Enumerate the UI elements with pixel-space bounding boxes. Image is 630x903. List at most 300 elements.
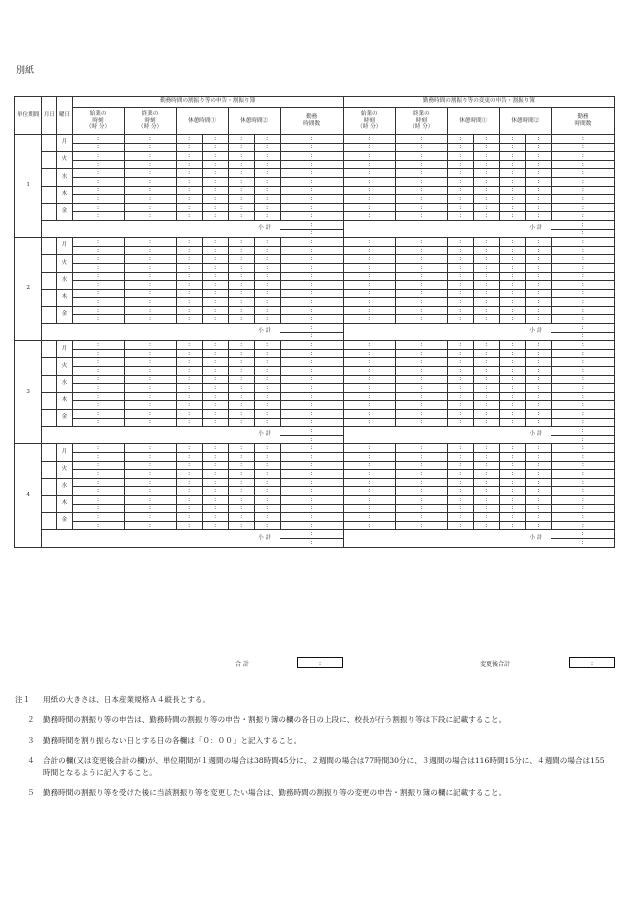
time-entry-cell[interactable]: : <box>202 255 228 264</box>
time-entry-cell[interactable]: : <box>525 246 551 255</box>
time-entry-cell[interactable]: : <box>280 392 343 401</box>
time-entry-cell[interactable]: : <box>254 246 280 255</box>
time-entry-cell[interactable]: : <box>280 263 343 272</box>
time-entry-cell[interactable]: : <box>395 384 447 393</box>
time-entry-cell[interactable]: : <box>72 461 124 470</box>
time-entry-cell[interactable]: : <box>124 375 176 384</box>
time-entry-cell[interactable]: : <box>254 384 280 393</box>
time-entry-cell[interactable]: : <box>499 392 525 401</box>
time-entry-cell[interactable]: : <box>124 255 176 264</box>
time-entry-cell[interactable]: : <box>525 195 551 204</box>
time-entry-cell[interactable]: : <box>343 349 395 358</box>
time-entry-cell[interactable]: : <box>473 470 499 479</box>
time-entry-cell[interactable]: : <box>525 495 551 504</box>
time-entry-cell[interactable]: : <box>254 487 280 496</box>
time-entry-cell[interactable]: : <box>280 513 343 522</box>
time-entry-cell[interactable]: : <box>254 478 280 487</box>
time-entry-cell[interactable]: : <box>343 177 395 186</box>
time-entry-cell[interactable]: : <box>395 281 447 290</box>
time-entry-cell[interactable]: : <box>176 143 202 152</box>
time-entry-cell[interactable]: : <box>499 375 525 384</box>
time-entry-cell[interactable]: : <box>228 289 254 298</box>
time-entry-cell[interactable]: : <box>72 255 124 264</box>
month-day-cell[interactable] <box>42 341 57 358</box>
time-entry-cell[interactable]: : <box>473 263 499 272</box>
time-entry-cell[interactable]: : <box>124 401 176 410</box>
time-entry-cell[interactable]: : <box>72 143 124 152</box>
time-entry-cell[interactable]: : <box>202 513 228 522</box>
time-entry-cell[interactable]: : <box>280 367 343 376</box>
time-entry-cell[interactable]: : <box>395 143 447 152</box>
time-entry-cell[interactable]: : <box>525 238 551 247</box>
time-entry-cell[interactable]: : <box>525 298 551 307</box>
time-entry-cell[interactable]: : <box>228 263 254 272</box>
time-entry-cell[interactable]: : <box>202 246 228 255</box>
time-entry-cell[interactable]: : <box>176 255 202 264</box>
time-entry-cell[interactable]: : <box>551 169 614 178</box>
time-entry-cell[interactable]: : <box>280 281 343 290</box>
time-entry-cell[interactable]: : <box>343 135 395 144</box>
time-entry-cell[interactable]: : <box>525 160 551 169</box>
time-entry-cell[interactable]: : <box>499 195 525 204</box>
time-entry-cell[interactable]: : <box>343 487 395 496</box>
time-entry-cell[interactable]: : <box>124 315 176 324</box>
time-entry-cell[interactable]: : <box>176 272 202 281</box>
time-entry-cell[interactable]: : <box>551 401 614 410</box>
time-entry-cell[interactable]: : <box>202 444 228 453</box>
time-entry-cell[interactable]: : <box>202 203 228 212</box>
time-entry-cell[interactable]: : <box>124 195 176 204</box>
time-entry-cell[interactable]: : <box>499 238 525 247</box>
time-entry-cell[interactable]: : <box>72 478 124 487</box>
time-entry-cell[interactable]: : <box>72 169 124 178</box>
time-entry-cell[interactable]: : <box>343 169 395 178</box>
time-entry-cell[interactable]: : <box>499 212 525 221</box>
time-entry-cell[interactable]: : <box>473 461 499 470</box>
changed-subtotal-value-cell[interactable]: : <box>551 324 614 333</box>
time-entry-cell[interactable]: : <box>499 478 525 487</box>
time-entry-cell[interactable]: : <box>228 401 254 410</box>
time-entry-cell[interactable]: : <box>499 298 525 307</box>
time-entry-cell[interactable]: : <box>254 289 280 298</box>
time-entry-cell[interactable]: : <box>254 195 280 204</box>
time-entry-cell[interactable]: : <box>551 418 614 427</box>
time-entry-cell[interactable]: : <box>202 281 228 290</box>
time-entry-cell[interactable]: : <box>280 186 343 195</box>
time-entry-cell[interactable]: : <box>280 203 343 212</box>
time-entry-cell[interactable]: : <box>551 315 614 324</box>
subtotal-value-cell[interactable]: : <box>280 530 343 539</box>
time-entry-cell[interactable]: : <box>280 349 343 358</box>
time-entry-cell[interactable]: : <box>395 212 447 221</box>
time-entry-cell[interactable]: : <box>176 315 202 324</box>
time-entry-cell[interactable]: : <box>280 478 343 487</box>
time-entry-cell[interactable]: : <box>447 203 473 212</box>
subtotal-value-cell[interactable]: : <box>280 220 343 229</box>
time-entry-cell[interactable]: : <box>124 272 176 281</box>
time-entry-cell[interactable]: : <box>551 306 614 315</box>
time-entry-cell[interactable]: : <box>447 504 473 513</box>
time-entry-cell[interactable]: : <box>473 246 499 255</box>
time-entry-cell[interactable]: : <box>280 160 343 169</box>
time-entry-cell[interactable]: : <box>525 384 551 393</box>
time-entry-cell[interactable]: : <box>72 418 124 427</box>
time-entry-cell[interactable]: : <box>72 315 124 324</box>
time-entry-cell[interactable]: : <box>72 135 124 144</box>
month-day-cell[interactable] <box>42 186 57 203</box>
time-entry-cell[interactable]: : <box>176 263 202 272</box>
time-entry-cell[interactable]: : <box>254 367 280 376</box>
time-entry-cell[interactable]: : <box>72 504 124 513</box>
time-entry-cell[interactable]: : <box>525 349 551 358</box>
month-day-cell[interactable] <box>42 495 57 512</box>
time-entry-cell[interactable]: : <box>447 315 473 324</box>
time-entry-cell[interactable]: : <box>473 392 499 401</box>
time-entry-cell[interactable]: : <box>499 487 525 496</box>
time-entry-cell[interactable]: : <box>473 487 499 496</box>
time-entry-cell[interactable]: : <box>72 160 124 169</box>
time-entry-cell[interactable]: : <box>473 177 499 186</box>
time-entry-cell[interactable]: : <box>254 306 280 315</box>
time-entry-cell[interactable]: : <box>473 203 499 212</box>
time-entry-cell[interactable]: : <box>447 246 473 255</box>
time-entry-cell[interactable]: : <box>473 289 499 298</box>
time-entry-cell[interactable]: : <box>228 461 254 470</box>
time-entry-cell[interactable]: : <box>280 401 343 410</box>
time-entry-cell[interactable]: : <box>228 315 254 324</box>
time-entry-cell[interactable]: : <box>254 281 280 290</box>
time-entry-cell[interactable]: : <box>202 160 228 169</box>
time-entry-cell[interactable]: : <box>254 212 280 221</box>
time-entry-cell[interactable]: : <box>124 306 176 315</box>
time-entry-cell[interactable]: : <box>202 306 228 315</box>
time-entry-cell[interactable]: : <box>525 315 551 324</box>
time-entry-cell[interactable]: : <box>202 418 228 427</box>
time-entry-cell[interactable]: : <box>124 444 176 453</box>
time-entry-cell[interactable]: : <box>551 452 614 461</box>
month-day-cell[interactable] <box>42 478 57 495</box>
time-entry-cell[interactable]: : <box>254 358 280 367</box>
time-entry-cell[interactable]: : <box>447 487 473 496</box>
time-entry-cell[interactable]: : <box>551 504 614 513</box>
time-entry-cell[interactable]: : <box>254 315 280 324</box>
time-entry-cell[interactable]: : <box>72 367 124 376</box>
time-entry-cell[interactable]: : <box>228 375 254 384</box>
time-entry-cell[interactable]: : <box>124 152 176 161</box>
time-entry-cell[interactable]: : <box>176 298 202 307</box>
time-entry-cell[interactable]: : <box>473 160 499 169</box>
time-entry-cell[interactable]: : <box>395 401 447 410</box>
time-entry-cell[interactable]: : <box>202 478 228 487</box>
time-entry-cell[interactable]: : <box>254 341 280 350</box>
time-entry-cell[interactable]: : <box>228 238 254 247</box>
time-entry-cell[interactable]: : <box>202 470 228 479</box>
time-entry-cell[interactable]: : <box>280 246 343 255</box>
time-entry-cell[interactable]: : <box>176 177 202 186</box>
time-entry-cell[interactable]: : <box>499 367 525 376</box>
time-entry-cell[interactable]: : <box>176 418 202 427</box>
time-entry-cell[interactable]: : <box>499 470 525 479</box>
time-entry-cell[interactable]: : <box>473 367 499 376</box>
time-entry-cell[interactable]: : <box>447 410 473 419</box>
time-entry-cell[interactable]: : <box>124 513 176 522</box>
time-entry-cell[interactable]: : <box>499 401 525 410</box>
time-entry-cell[interactable]: : <box>280 452 343 461</box>
month-day-cell[interactable] <box>42 135 57 152</box>
time-entry-cell[interactable]: : <box>473 478 499 487</box>
time-entry-cell[interactable]: : <box>72 212 124 221</box>
subtotal-value-cell[interactable]: : <box>280 427 343 436</box>
time-entry-cell[interactable]: : <box>72 298 124 307</box>
time-entry-cell[interactable]: : <box>202 452 228 461</box>
time-entry-cell[interactable]: : <box>202 177 228 186</box>
time-entry-cell[interactable]: : <box>72 470 124 479</box>
time-entry-cell[interactable]: : <box>228 444 254 453</box>
time-entry-cell[interactable]: : <box>551 186 614 195</box>
time-entry-cell[interactable]: : <box>72 513 124 522</box>
time-entry-cell[interactable]: : <box>525 444 551 453</box>
time-entry-cell[interactable]: : <box>280 418 343 427</box>
time-entry-cell[interactable]: : <box>280 255 343 264</box>
time-entry-cell[interactable]: : <box>395 392 447 401</box>
time-entry-cell[interactable]: : <box>124 470 176 479</box>
time-entry-cell[interactable]: : <box>202 521 228 530</box>
time-entry-cell[interactable]: : <box>72 263 124 272</box>
time-entry-cell[interactable]: : <box>447 452 473 461</box>
time-entry-cell[interactable]: : <box>395 246 447 255</box>
time-entry-cell[interactable]: : <box>473 401 499 410</box>
time-entry-cell[interactable]: : <box>499 315 525 324</box>
time-entry-cell[interactable]: : <box>473 212 499 221</box>
time-entry-cell[interactable]: : <box>176 513 202 522</box>
time-entry-cell[interactable]: : <box>176 349 202 358</box>
time-entry-cell[interactable]: : <box>343 410 395 419</box>
time-entry-cell[interactable]: : <box>280 487 343 496</box>
time-entry-cell[interactable]: : <box>395 272 447 281</box>
time-entry-cell[interactable]: : <box>124 289 176 298</box>
time-entry-cell[interactable]: : <box>525 504 551 513</box>
time-entry-cell[interactable]: : <box>280 212 343 221</box>
time-entry-cell[interactable]: : <box>228 341 254 350</box>
time-entry-cell[interactable]: : <box>343 263 395 272</box>
time-entry-cell[interactable]: : <box>395 444 447 453</box>
time-entry-cell[interactable]: : <box>551 263 614 272</box>
time-entry-cell[interactable]: : <box>202 238 228 247</box>
time-entry-cell[interactable]: : <box>72 281 124 290</box>
time-entry-cell[interactable]: : <box>202 169 228 178</box>
time-entry-cell[interactable]: : <box>395 504 447 513</box>
time-entry-cell[interactable]: : <box>499 281 525 290</box>
time-entry-cell[interactable]: : <box>176 384 202 393</box>
time-entry-cell[interactable]: : <box>499 203 525 212</box>
time-entry-cell[interactable]: : <box>499 444 525 453</box>
time-entry-cell[interactable]: : <box>202 135 228 144</box>
time-entry-cell[interactable]: : <box>395 255 447 264</box>
time-entry-cell[interactable]: : <box>254 410 280 419</box>
time-entry-cell[interactable]: : <box>254 444 280 453</box>
time-entry-cell[interactable]: : <box>447 212 473 221</box>
month-day-cell[interactable] <box>42 289 57 306</box>
time-entry-cell[interactable]: : <box>473 255 499 264</box>
time-entry-cell[interactable]: : <box>473 281 499 290</box>
changed-subtotal-value-cell[interactable]: : <box>551 427 614 436</box>
time-entry-cell[interactable]: : <box>176 135 202 144</box>
time-entry-cell[interactable]: : <box>72 186 124 195</box>
time-entry-cell[interactable]: : <box>499 349 525 358</box>
time-entry-cell[interactable]: : <box>551 392 614 401</box>
time-entry-cell[interactable]: : <box>124 160 176 169</box>
time-entry-cell[interactable]: : <box>124 461 176 470</box>
time-entry-cell[interactable]: : <box>72 289 124 298</box>
time-entry-cell[interactable]: : <box>228 255 254 264</box>
time-entry-cell[interactable]: : <box>228 281 254 290</box>
month-day-cell[interactable] <box>42 358 57 375</box>
month-day-cell[interactable] <box>42 169 57 186</box>
time-entry-cell[interactable]: : <box>473 152 499 161</box>
time-entry-cell[interactable]: : <box>202 495 228 504</box>
time-entry-cell[interactable]: : <box>176 341 202 350</box>
time-entry-cell[interactable]: : <box>280 306 343 315</box>
subtotal-value-cell[interactable]: : <box>280 332 343 341</box>
time-entry-cell[interactable]: : <box>551 135 614 144</box>
time-entry-cell[interactable]: : <box>447 444 473 453</box>
time-entry-cell[interactable]: : <box>343 212 395 221</box>
time-entry-cell[interactable]: : <box>447 143 473 152</box>
time-entry-cell[interactable]: : <box>473 349 499 358</box>
time-entry-cell[interactable]: : <box>280 315 343 324</box>
time-entry-cell[interactable]: : <box>395 418 447 427</box>
changed-subtotal-value-cell[interactable]: : <box>551 530 614 539</box>
time-entry-cell[interactable]: : <box>202 186 228 195</box>
time-entry-cell[interactable]: : <box>280 238 343 247</box>
time-entry-cell[interactable]: : <box>343 461 395 470</box>
time-entry-cell[interactable]: : <box>473 341 499 350</box>
time-entry-cell[interactable]: : <box>395 306 447 315</box>
time-entry-cell[interactable]: : <box>525 135 551 144</box>
time-entry-cell[interactable]: : <box>525 478 551 487</box>
time-entry-cell[interactable]: : <box>499 246 525 255</box>
time-entry-cell[interactable]: : <box>228 358 254 367</box>
time-entry-cell[interactable]: : <box>447 513 473 522</box>
time-entry-cell[interactable]: : <box>473 384 499 393</box>
time-entry-cell[interactable]: : <box>254 401 280 410</box>
time-entry-cell[interactable]: : <box>447 195 473 204</box>
time-entry-cell[interactable]: : <box>254 160 280 169</box>
time-entry-cell[interactable]: : <box>254 418 280 427</box>
time-entry-cell[interactable]: : <box>499 452 525 461</box>
time-entry-cell[interactable]: : <box>525 143 551 152</box>
month-day-cell[interactable] <box>42 152 57 169</box>
time-entry-cell[interactable]: : <box>176 195 202 204</box>
time-entry-cell[interactable]: : <box>447 384 473 393</box>
time-entry-cell[interactable]: : <box>343 444 395 453</box>
time-entry-cell[interactable]: : <box>228 186 254 195</box>
time-entry-cell[interactable]: : <box>395 169 447 178</box>
time-entry-cell[interactable]: : <box>176 186 202 195</box>
time-entry-cell[interactable]: : <box>525 263 551 272</box>
time-entry-cell[interactable]: : <box>343 495 395 504</box>
time-entry-cell[interactable]: : <box>395 203 447 212</box>
time-entry-cell[interactable]: : <box>499 143 525 152</box>
time-entry-cell[interactable]: : <box>395 461 447 470</box>
time-entry-cell[interactable]: : <box>202 487 228 496</box>
time-entry-cell[interactable]: : <box>473 298 499 307</box>
time-entry-cell[interactable]: : <box>447 281 473 290</box>
time-entry-cell[interactable]: : <box>254 135 280 144</box>
time-entry-cell[interactable]: : <box>499 410 525 419</box>
time-entry-cell[interactable]: : <box>447 152 473 161</box>
time-entry-cell[interactable]: : <box>551 177 614 186</box>
time-entry-cell[interactable]: : <box>280 444 343 453</box>
time-entry-cell[interactable]: : <box>202 410 228 419</box>
time-entry-cell[interactable]: : <box>280 143 343 152</box>
time-entry-cell[interactable]: : <box>124 203 176 212</box>
time-entry-cell[interactable]: : <box>228 392 254 401</box>
time-entry-cell[interactable]: : <box>72 401 124 410</box>
time-entry-cell[interactable]: : <box>525 470 551 479</box>
month-day-cell[interactable] <box>42 238 57 255</box>
time-entry-cell[interactable]: : <box>343 315 395 324</box>
time-entry-cell[interactable]: : <box>343 521 395 530</box>
time-entry-cell[interactable]: : <box>72 392 124 401</box>
time-entry-cell[interactable]: : <box>254 186 280 195</box>
time-entry-cell[interactable]: : <box>124 452 176 461</box>
time-entry-cell[interactable]: : <box>525 358 551 367</box>
time-entry-cell[interactable]: : <box>525 418 551 427</box>
time-entry-cell[interactable]: : <box>280 375 343 384</box>
month-day-cell[interactable] <box>42 410 57 427</box>
time-entry-cell[interactable]: : <box>228 195 254 204</box>
time-entry-cell[interactable]: : <box>499 177 525 186</box>
time-entry-cell[interactable]: : <box>254 152 280 161</box>
time-entry-cell[interactable]: : <box>395 341 447 350</box>
time-entry-cell[interactable]: : <box>499 160 525 169</box>
time-entry-cell[interactable]: : <box>280 384 343 393</box>
time-entry-cell[interactable]: : <box>176 470 202 479</box>
month-day-cell[interactable] <box>42 461 57 478</box>
time-entry-cell[interactable]: : <box>525 272 551 281</box>
time-entry-cell[interactable]: : <box>343 152 395 161</box>
time-entry-cell[interactable]: : <box>499 255 525 264</box>
time-entry-cell[interactable]: : <box>124 418 176 427</box>
month-day-cell[interactable] <box>42 392 57 409</box>
time-entry-cell[interactable]: : <box>228 272 254 281</box>
time-entry-cell[interactable]: : <box>176 410 202 419</box>
time-entry-cell[interactable]: : <box>395 177 447 186</box>
time-entry-cell[interactable]: : <box>176 504 202 513</box>
time-entry-cell[interactable]: : <box>254 255 280 264</box>
total-value-box[interactable]: : <box>297 657 343 668</box>
time-entry-cell[interactable]: : <box>343 358 395 367</box>
time-entry-cell[interactable]: : <box>499 289 525 298</box>
time-entry-cell[interactable]: : <box>280 195 343 204</box>
time-entry-cell[interactable]: : <box>176 289 202 298</box>
time-entry-cell[interactable]: : <box>228 504 254 513</box>
time-entry-cell[interactable]: : <box>343 418 395 427</box>
time-entry-cell[interactable]: : <box>228 160 254 169</box>
time-entry-cell[interactable]: : <box>228 452 254 461</box>
time-entry-cell[interactable]: : <box>254 272 280 281</box>
time-entry-cell[interactable]: : <box>72 246 124 255</box>
time-entry-cell[interactable]: : <box>202 401 228 410</box>
time-entry-cell[interactable]: : <box>254 461 280 470</box>
time-entry-cell[interactable]: : <box>473 521 499 530</box>
time-entry-cell[interactable]: : <box>228 349 254 358</box>
time-entry-cell[interactable]: : <box>202 152 228 161</box>
time-entry-cell[interactable]: : <box>124 212 176 221</box>
time-entry-cell[interactable]: : <box>499 384 525 393</box>
time-entry-cell[interactable]: : <box>551 487 614 496</box>
